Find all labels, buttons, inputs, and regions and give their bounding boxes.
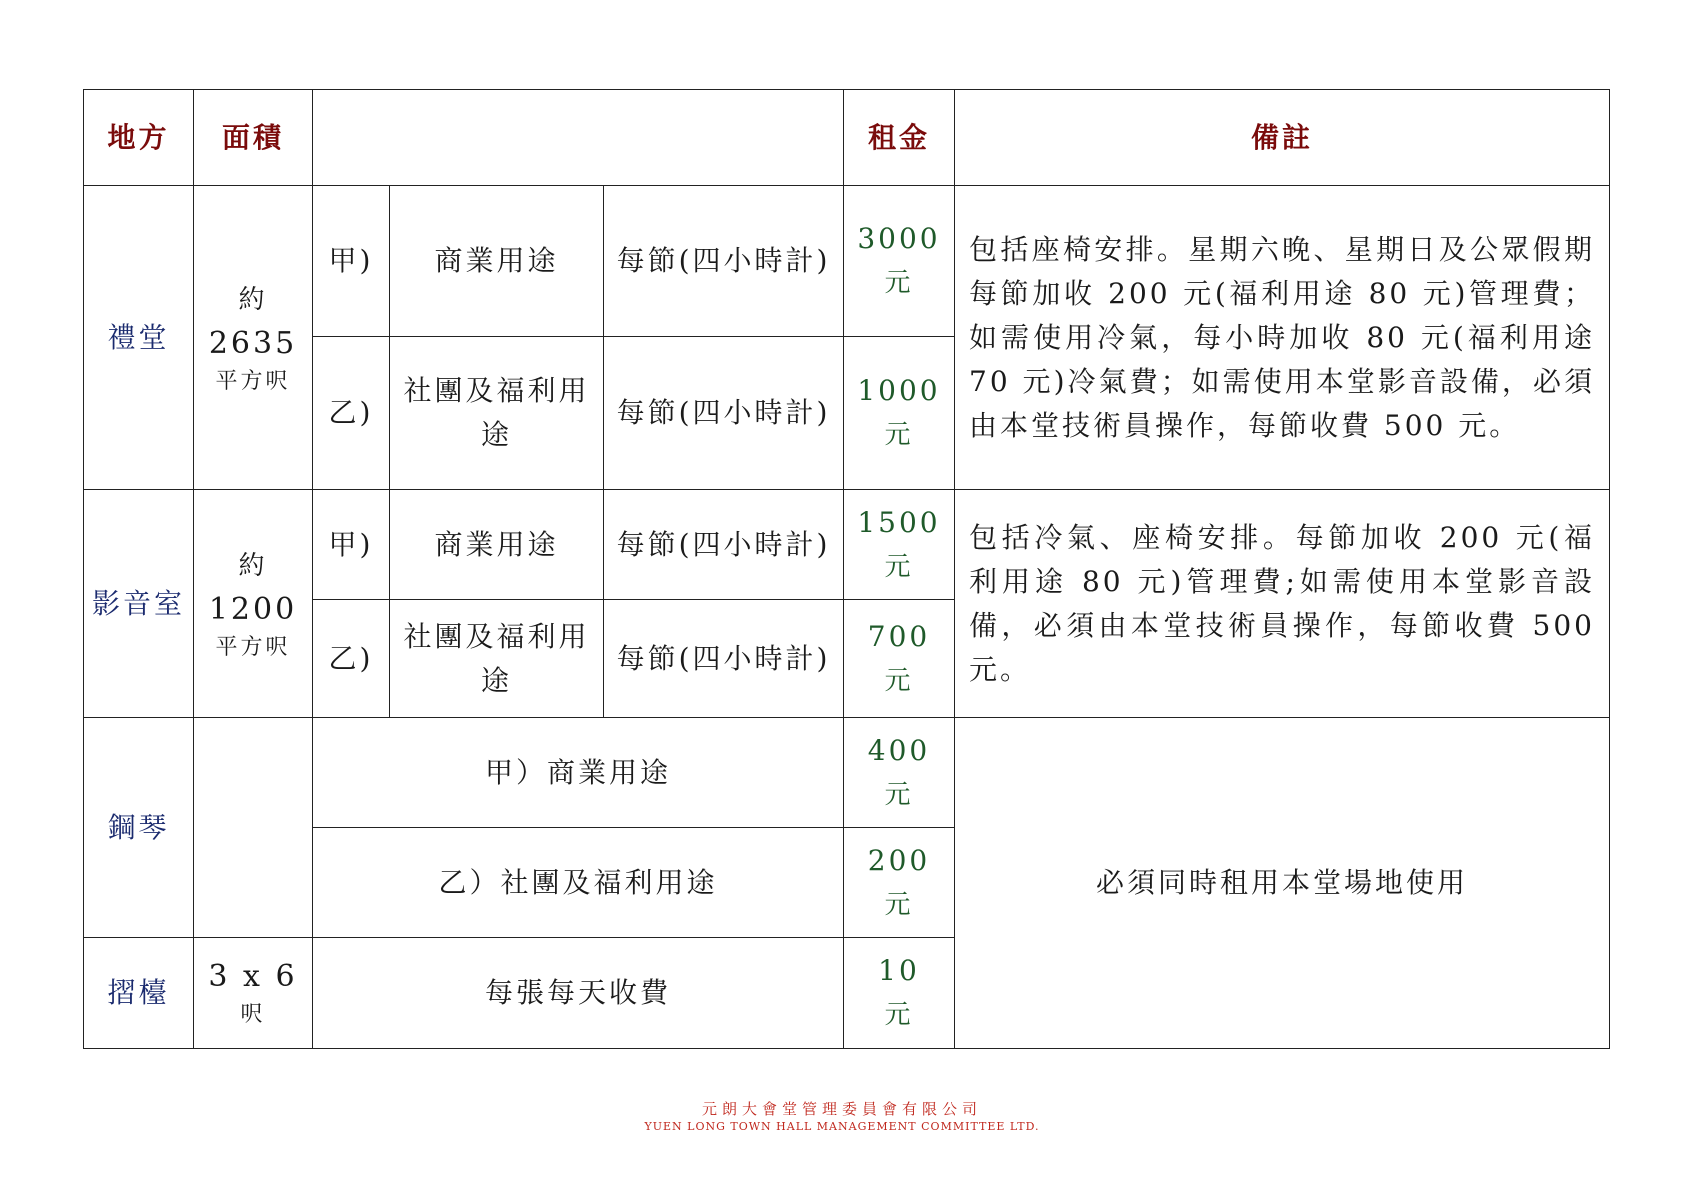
tables-rent bbox=[844, 938, 955, 1049]
tables-area-unit: 呎 bbox=[240, 1002, 266, 1027]
hall-period-a: 每節(四小時計) bbox=[604, 186, 844, 337]
av-rent-b-unit: 元 bbox=[884, 665, 914, 696]
av-area-approx: 約 bbox=[238, 550, 268, 581]
hall-area bbox=[194, 186, 313, 490]
av-rent-b-amount: 700 bbox=[867, 619, 931, 653]
piano-rent-a bbox=[844, 718, 955, 828]
venue-folding-tables: 摺檯 bbox=[84, 938, 194, 1049]
table-header-row bbox=[84, 90, 1610, 186]
hall-rent-a bbox=[844, 186, 955, 337]
tables-rent-unit: 元 bbox=[884, 1000, 914, 1030]
venue-piano: 鋼琴 bbox=[84, 718, 194, 938]
hall-usage-a: 商業用途 bbox=[390, 186, 604, 337]
hall-area-approx: 約 bbox=[238, 284, 268, 315]
header-remarks: 備註 bbox=[955, 90, 1610, 186]
hall-code-b: 乙) bbox=[313, 337, 390, 490]
piano-rent-b bbox=[844, 828, 955, 938]
hall-remarks: 包括座椅安排。星期六晚、星期日及公眾假期每節加收 200 元(福利用途 80 元)管理費；如需使用冷氣，每小時加收 80 元(福利用途 70 元)冷氣費；如需使用本堂影音設備，必須由本堂技術員操作，每節收費 500 元。 bbox=[955, 186, 1610, 490]
hall-rent-a-unit: 元 bbox=[884, 268, 914, 298]
av-area-unit: 平方呎 bbox=[215, 634, 291, 660]
tables-label: 每張每天收費 bbox=[313, 938, 844, 1049]
piano-rent-a-amount: 400 bbox=[867, 733, 931, 767]
piano-rent-b-amount: 200 bbox=[867, 843, 931, 877]
tables-area-value: 3 x 6 bbox=[208, 959, 298, 994]
hall-period-b: 每節(四小時計) bbox=[604, 337, 844, 490]
av-remarks: 包括冷氣、座椅安排。每節加收 200 元(福利用途 80 元)管理費;如需使用本堂影音設備，必須由本堂技術員操作，每節收費 500 元。 bbox=[955, 490, 1610, 718]
piano-label-a: 甲）商業用途 bbox=[313, 718, 844, 828]
venue-hall: 禮堂 bbox=[84, 186, 194, 490]
piano-rent-b-unit: 元 bbox=[884, 889, 914, 920]
av-usage-b: 社團及福利用途 bbox=[390, 600, 604, 718]
av-code-a: 甲) bbox=[313, 490, 390, 600]
piano-rent-a-unit: 元 bbox=[884, 779, 914, 810]
hall-rent-b bbox=[844, 337, 955, 490]
av-row-a bbox=[84, 490, 1610, 600]
hall-rent-b-amount: 1000 bbox=[857, 374, 941, 407]
tables-rent-amount: 10 bbox=[878, 954, 920, 987]
venue-av-room: 影音室 bbox=[84, 490, 194, 718]
hall-row-a bbox=[84, 186, 1610, 337]
header-blank bbox=[313, 90, 844, 186]
hall-rent-b-unit: 元 bbox=[884, 420, 914, 450]
av-rent-a-amount: 1500 bbox=[857, 505, 941, 539]
footer-org-english: YUEN LONG TOWN HALL MANAGEMENT COMMITTEE LTD. bbox=[644, 1120, 1040, 1133]
footer-org-chinese: 元朗大會堂管理委員會有限公司 bbox=[701, 1100, 982, 1118]
hall-code-a: 甲) bbox=[313, 186, 390, 337]
av-period-b: 每節(四小時計) bbox=[604, 600, 844, 718]
piano-area-empty bbox=[194, 718, 313, 938]
rental-rates-table bbox=[83, 89, 1610, 1049]
av-period-a: 每節(四小時計) bbox=[604, 490, 844, 600]
av-rent-a-unit: 元 bbox=[884, 551, 914, 582]
hall-usage-b: 社團及福利用途 bbox=[390, 337, 604, 490]
piano-remarks: 必須同時租用本堂場地使用 bbox=[955, 718, 1610, 1049]
piano-row-a bbox=[84, 718, 1610, 828]
av-rent-a bbox=[844, 490, 955, 600]
header-area: 面積 bbox=[194, 90, 313, 186]
av-area-value: 1200 bbox=[208, 591, 298, 627]
av-rent-b bbox=[844, 600, 955, 718]
header-rent: 租金 bbox=[844, 90, 955, 186]
av-usage-a: 商業用途 bbox=[390, 490, 604, 600]
av-code-b: 乙) bbox=[313, 600, 390, 718]
header-place: 地方 bbox=[84, 90, 194, 186]
hall-rent-a-amount: 3000 bbox=[857, 222, 941, 255]
hall-area-unit: 平方呎 bbox=[215, 368, 291, 394]
tables-area bbox=[194, 938, 313, 1049]
av-area bbox=[194, 490, 313, 718]
piano-label-b: 乙）社團及福利用途 bbox=[313, 828, 844, 938]
hall-area-value: 2635 bbox=[208, 325, 298, 361]
